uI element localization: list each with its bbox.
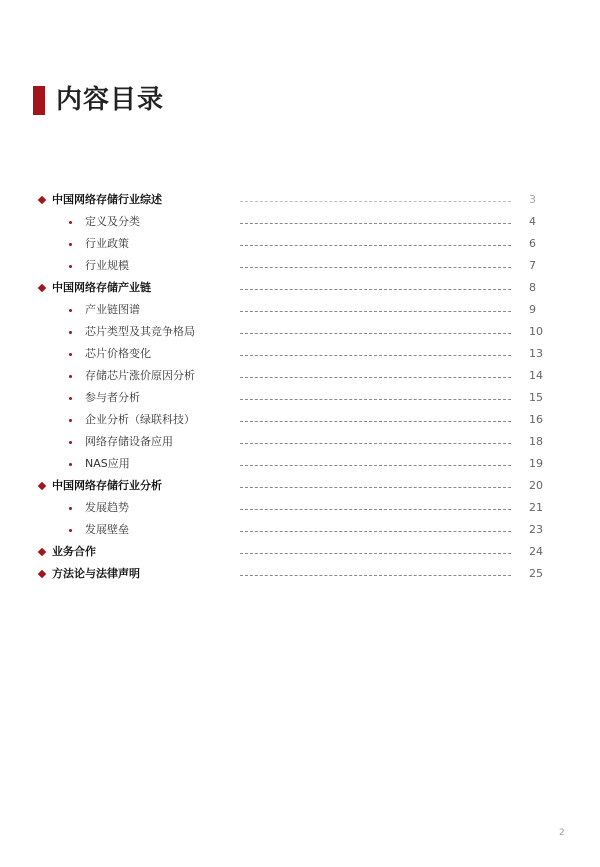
toc-entry[interactable] xyxy=(0,343,600,365)
toc-entry-label: 方法论与法律声明 xyxy=(52,567,140,580)
dotted-leader xyxy=(240,311,511,312)
toc-entry[interactable] xyxy=(0,255,600,277)
dot-bullet-icon xyxy=(69,397,72,400)
toc-page-number: 21 xyxy=(529,501,543,514)
toc-entry[interactable] xyxy=(0,541,600,563)
dot-bullet-icon xyxy=(69,529,72,532)
dotted-leader xyxy=(240,399,511,400)
dotted-leader xyxy=(240,575,511,576)
dotted-leader xyxy=(240,223,511,224)
toc-page-number: 24 xyxy=(529,545,543,558)
toc-entry[interactable] xyxy=(0,321,600,343)
toc-entry[interactable] xyxy=(0,497,600,519)
diamond-bullet-icon xyxy=(38,196,46,204)
toc-entry-label: 芯片类型及其竞争格局 xyxy=(85,325,195,338)
dot-bullet-icon xyxy=(69,331,72,334)
toc-entry[interactable] xyxy=(0,387,600,409)
toc-entry-label: 参与者分析 xyxy=(85,391,140,404)
toc-entry[interactable] xyxy=(0,453,600,475)
toc-page-number: 10 xyxy=(529,325,543,338)
toc-entry[interactable] xyxy=(0,277,600,299)
toc-entry-label: 发展趋势 xyxy=(85,501,129,514)
page-title: 内容目录 xyxy=(56,85,165,115)
diamond-bullet-icon xyxy=(38,570,46,578)
dot-bullet-icon xyxy=(69,221,72,224)
dot-bullet-icon xyxy=(69,507,72,510)
toc-entry[interactable] xyxy=(0,365,600,387)
toc-entry-label: 企业分析（绿联科技） xyxy=(85,413,195,426)
dotted-leader xyxy=(240,443,511,444)
dot-bullet-icon xyxy=(69,419,72,422)
toc-entry-label: 网络存储设备应用 xyxy=(85,435,173,448)
toc-page-number: 9 xyxy=(529,303,536,316)
diamond-bullet-icon xyxy=(38,482,46,490)
toc-page-number: 14 xyxy=(529,369,543,382)
toc-entry-label: 行业政策 xyxy=(85,237,129,250)
toc-entry[interactable] xyxy=(0,519,600,541)
toc-entry-label: 行业规模 xyxy=(85,259,129,272)
dotted-leader xyxy=(240,465,511,466)
toc-entry[interactable] xyxy=(0,475,600,497)
dotted-leader xyxy=(240,421,511,422)
toc-entry[interactable] xyxy=(0,189,600,211)
dotted-leader xyxy=(240,267,511,268)
toc-page-number: 6 xyxy=(529,237,536,250)
toc-page-number: 3 xyxy=(529,193,536,206)
toc-page-number: 20 xyxy=(529,479,543,492)
toc-page-number: 16 xyxy=(529,413,543,426)
toc-entry[interactable] xyxy=(0,563,600,585)
toc-entry[interactable] xyxy=(0,409,600,431)
dotted-leader xyxy=(240,289,511,290)
toc-page-number: 25 xyxy=(529,567,543,580)
toc-entry-label: 发展壁垒 xyxy=(85,523,129,536)
toc-page-number: 15 xyxy=(529,391,543,404)
dotted-leader xyxy=(240,201,511,202)
dotted-leader xyxy=(240,333,511,334)
toc-entry-label: 定义及分类 xyxy=(85,215,140,228)
toc-entry-label: 业务合作 xyxy=(52,545,96,558)
toc-entry-label: 中国网络存储产业链 xyxy=(52,281,151,294)
dotted-leader xyxy=(240,531,511,532)
toc-page-number: 4 xyxy=(529,215,536,228)
toc-entry[interactable] xyxy=(0,211,600,233)
table-of-contents xyxy=(0,189,600,585)
toc-entry-label: NAS应用 xyxy=(85,457,130,470)
toc-page-number: 13 xyxy=(529,347,543,360)
dot-bullet-icon xyxy=(69,375,72,378)
toc-page-number: 19 xyxy=(529,457,543,470)
diamond-bullet-icon xyxy=(38,284,46,292)
dotted-leader xyxy=(240,487,511,488)
toc-entry-label: 中国网络存储行业分析 xyxy=(52,479,162,492)
dot-bullet-icon xyxy=(69,441,72,444)
toc-entry-label: 产业链图谱 xyxy=(85,303,140,316)
dotted-leader xyxy=(240,355,511,356)
toc-entry[interactable] xyxy=(0,233,600,255)
toc-entry-label: 中国网络存储行业综述 xyxy=(52,193,162,206)
toc-entry[interactable] xyxy=(0,299,600,321)
title-accent-bar xyxy=(33,86,45,115)
toc-entry-label: 存储芯片涨价原因分析 xyxy=(85,369,195,382)
toc-page-number: 23 xyxy=(529,523,543,536)
dot-bullet-icon xyxy=(69,265,72,268)
toc-entry-label: 芯片价格变化 xyxy=(85,347,151,360)
toc-entry[interactable] xyxy=(0,431,600,453)
dot-bullet-icon xyxy=(69,353,72,356)
dotted-leader xyxy=(240,377,511,378)
dot-bullet-icon xyxy=(69,309,72,312)
dot-bullet-icon xyxy=(69,463,72,466)
dotted-leader xyxy=(240,509,511,510)
dotted-leader xyxy=(240,553,511,554)
dot-bullet-icon xyxy=(69,243,72,246)
toc-page-number: 8 xyxy=(529,281,536,294)
toc-page-number: 7 xyxy=(529,259,536,272)
diamond-bullet-icon xyxy=(38,548,46,556)
dotted-leader xyxy=(240,245,511,246)
page-number: 2 xyxy=(559,828,565,838)
toc-page-number: 18 xyxy=(529,435,543,448)
